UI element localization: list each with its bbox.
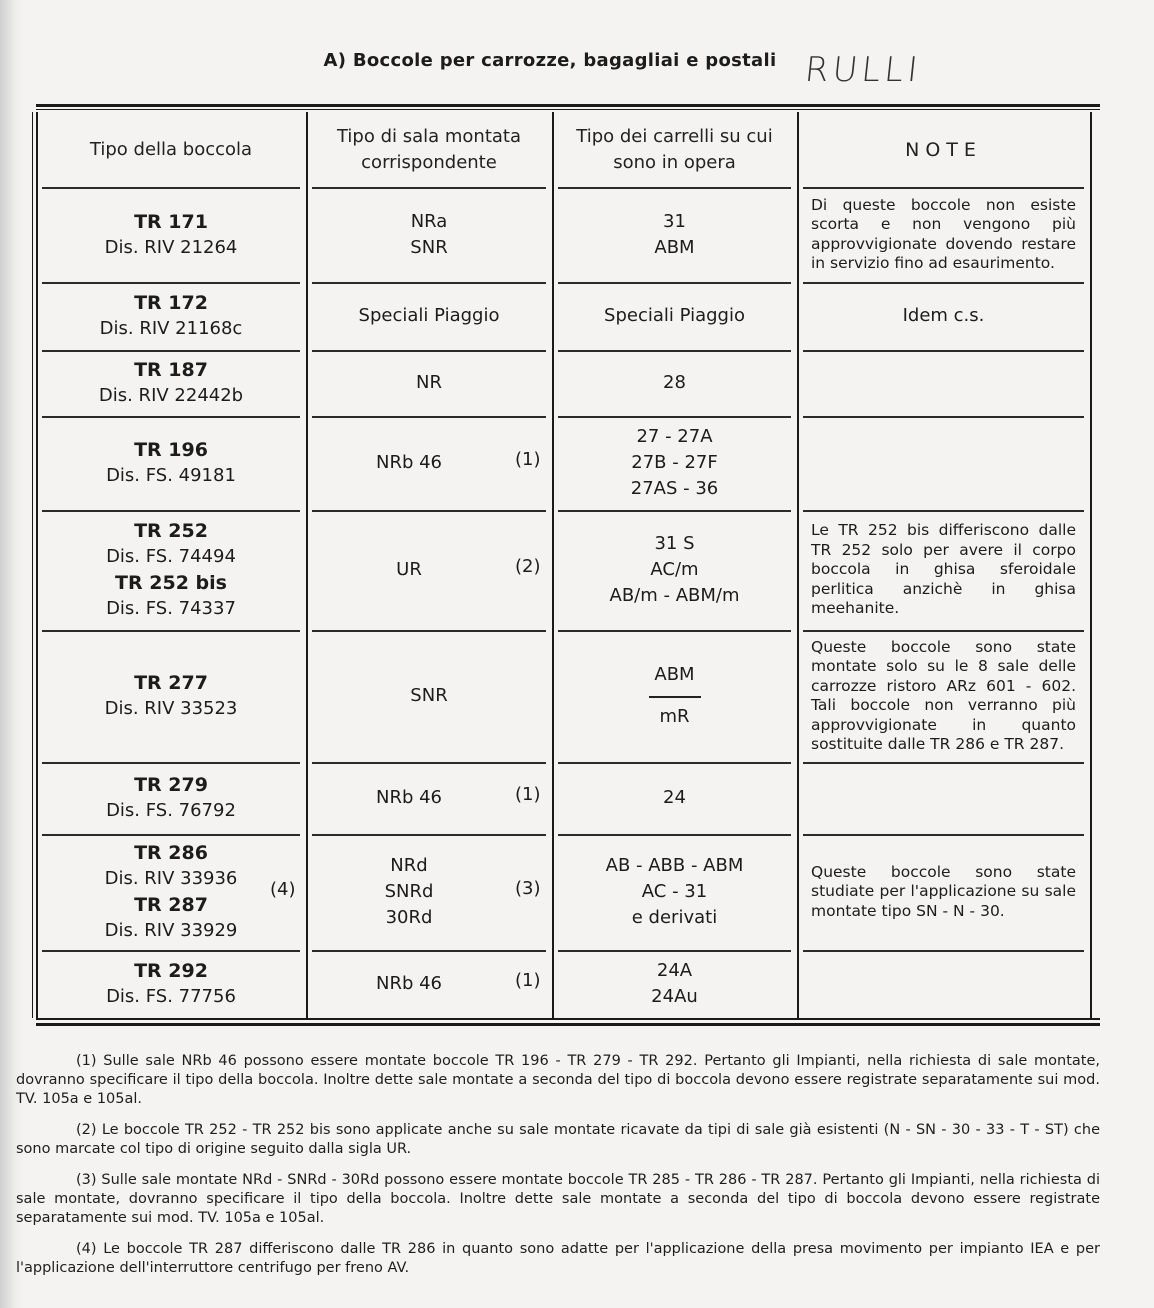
boccola-code: TR 252 bis bbox=[115, 572, 227, 594]
carrelli-cell bbox=[552, 187, 797, 282]
boccola-drawing: Dis. RIV 22442b bbox=[98, 385, 244, 406]
carrello-type: ABM bbox=[654, 236, 695, 258]
boccola-code: TR 277 bbox=[134, 672, 208, 694]
boccola-cell bbox=[36, 630, 306, 762]
carrelli-cell bbox=[552, 510, 797, 630]
column-header: Tipo dei carrelli su cui sono in opera bbox=[576, 125, 773, 173]
note-cell: Di queste boccole non esiste scorta e non vengono più approvvigionate dovendo restare in servizio fino ad esaurimento. bbox=[811, 195, 1076, 272]
boccola-cell bbox=[36, 187, 306, 282]
row-divider bbox=[803, 416, 1084, 418]
boccola-drawing: Dis. RIV 33523 bbox=[104, 698, 238, 719]
carrello-type: AB/m - ABM/m bbox=[609, 585, 740, 606]
sala-type: SNRd bbox=[384, 881, 434, 902]
carrelli-cell bbox=[552, 350, 797, 416]
boccola-cell bbox=[36, 834, 306, 950]
boccola-code: TR 172 bbox=[134, 292, 208, 314]
sala-type: NR bbox=[416, 372, 442, 393]
carrelli-cell bbox=[552, 762, 797, 834]
boccola-cell bbox=[36, 762, 306, 834]
sala-cell bbox=[286, 950, 532, 1018]
boccola-code: TR 286 bbox=[134, 842, 208, 864]
fraction-denominator: mR bbox=[659, 706, 690, 727]
footnotes bbox=[16, 1052, 1100, 1278]
boccola-code: TR 292 bbox=[134, 960, 208, 982]
boccola-code: TR 187 bbox=[134, 359, 208, 381]
column-divider-outer bbox=[32, 112, 33, 1018]
sala-cell bbox=[306, 630, 552, 762]
carrello-type: 24Au bbox=[651, 986, 698, 1007]
boccola-drawing: Dis. FS. 49181 bbox=[106, 465, 236, 486]
sala-cell bbox=[286, 416, 532, 510]
carrelli-cell bbox=[552, 950, 797, 1018]
footnote: (4) Le boccole TR 287 differiscono dalle TR 286 in quanto sono adatte per l'applicazione della presa movimento per impianto IEA e per l'applicazione dell'interruttore centrifugo per freno AV. bbox=[16, 1241, 1100, 1276]
carrello-type: 28 bbox=[663, 372, 686, 393]
column-divider bbox=[1090, 112, 1092, 1018]
carrello-type: 27 - 27A bbox=[636, 426, 713, 447]
row-divider bbox=[803, 350, 1084, 352]
footnote-ref: (1) bbox=[515, 784, 541, 805]
sala-cell bbox=[286, 762, 532, 834]
row-divider bbox=[803, 762, 1084, 764]
boccola-cell bbox=[36, 350, 306, 416]
boccola-cell bbox=[36, 416, 306, 510]
footnote: (2) Le boccole TR 252 - TR 252 bis sono applicate anche su sale montate ricavate da tipi di sale già esistenti (N - SN - 30 - 33 - T - ST) che sono marcate col tipo di origine seguito dalla sigla UR. bbox=[16, 1122, 1100, 1157]
column-divider bbox=[797, 112, 799, 1018]
row-divider bbox=[803, 950, 1084, 952]
carrelli-cell bbox=[552, 834, 797, 950]
note-cell: Idem c.s. bbox=[902, 305, 985, 326]
carrello-type: 27AS - 36 bbox=[630, 478, 719, 499]
sala-type: NRa bbox=[410, 210, 448, 232]
sala-type: SNR bbox=[410, 236, 448, 258]
sala-cell bbox=[306, 282, 552, 350]
table-bottom-rule-thick bbox=[36, 1023, 1100, 1026]
sala-type: NRb 46 bbox=[375, 973, 443, 994]
fraction-bar bbox=[649, 696, 701, 698]
page-title: A) Boccole per carrozze, bagagliai e postali bbox=[323, 50, 777, 71]
fraction-numerator: ABM bbox=[654, 664, 695, 685]
table-bottom-rule bbox=[36, 1018, 1100, 1020]
table-top-rule-thin bbox=[36, 109, 1100, 110]
note-cell: Queste boccole sono state montate solo su le 8 sale delle carrozze ristoro ARz 601 - 602. Tali boccole non verranno più approvvigionate in quanto sostituite dalle TR 286 e TR 287. bbox=[811, 637, 1076, 753]
sala-cell bbox=[286, 834, 532, 950]
sala-cell bbox=[306, 187, 552, 282]
column-header: NOTE bbox=[905, 138, 982, 161]
boccola-code: TR 171 bbox=[134, 210, 208, 233]
carrello-type: AB - ABB - ABM bbox=[605, 855, 744, 876]
footnote-ref: (1) bbox=[515, 449, 541, 470]
boccola-drawing: Dis. FS. 74494 bbox=[106, 546, 236, 567]
footnote-ref: (4) bbox=[270, 879, 296, 900]
carrelli-cell bbox=[552, 282, 797, 350]
sala-type: NRb 46 bbox=[375, 452, 443, 473]
carrello-type: AC - 31 bbox=[641, 881, 708, 902]
footnote-ref: (3) bbox=[515, 878, 541, 899]
sala-type: 30Rd bbox=[385, 907, 433, 928]
boccola-code: TR 252 bbox=[134, 520, 208, 542]
carrelli-cell bbox=[552, 416, 797, 510]
boccola-code: TR 287 bbox=[134, 894, 208, 916]
boccola-code: TR 279 bbox=[134, 774, 208, 796]
boccola-cell bbox=[36, 282, 306, 350]
sala-type: SNR bbox=[410, 685, 448, 706]
footnote-ref: (1) bbox=[515, 970, 541, 991]
footnote-ref: (2) bbox=[515, 556, 541, 577]
carrello-type: Speciali Piaggio bbox=[604, 305, 745, 326]
boccola-drawing: Dis. FS. 77756 bbox=[106, 986, 236, 1007]
sala-type: Speciali Piaggio bbox=[358, 305, 500, 326]
sala-cell bbox=[306, 350, 552, 416]
carrello-type: 31 S bbox=[654, 533, 695, 554]
column-header: Tipo della boccola bbox=[89, 138, 253, 160]
carrello-type: 27B - 27F bbox=[631, 452, 718, 473]
handwritten-note: RULLI bbox=[802, 50, 924, 90]
carrello-type: 24 bbox=[663, 787, 686, 808]
carrello-type: e derivati bbox=[631, 907, 718, 928]
footnote: (1) Sulle sale NRb 46 possono essere montate boccole TR 196 - TR 279 - TR 292. Pertanto gli Impianti, nella richiesta di sale montate, dovranno specificare il tipo della boccola. Inoltre dette sale montate a seconda del tipo di boccola devono essere registrate separatamente sui mod. TV. 105a e 105al. bbox=[16, 1053, 1100, 1107]
boccola-cell bbox=[36, 950, 306, 1018]
carrello-type: AC/m bbox=[650, 559, 699, 580]
sala-type: NRd bbox=[390, 855, 428, 876]
sala-type: NRb 46 bbox=[375, 787, 443, 808]
note-cell: Le TR 252 bis differiscono dalle TR 252 solo per avere il corpo boccola in ghisa sferoidale perlitica anzichè in ghisa meehanite. bbox=[811, 521, 1076, 618]
boccola-code: TR 196 bbox=[134, 439, 208, 461]
boccola-cell bbox=[36, 510, 306, 630]
boccola-drawing: Dis. FS. 74337 bbox=[106, 598, 236, 619]
carrello-type: 31 bbox=[663, 210, 686, 232]
carrelli-fraction bbox=[649, 662, 701, 730]
boccola-drawing: Dis. RIV 21264 bbox=[104, 236, 238, 258]
column-header: Tipo di sala montata corrispondente bbox=[336, 125, 522, 173]
footnote: (3) Sulle sale montate NRd - SNRd - 30Rd possono essere montate boccole TR 285 - TR 286 - TR 287. Pertanto gli Impianti, nella richiesta di sale montate, dovranno specificare il tipo della boccola. Inoltre dette sale montate a seconda del tipo di boccola devono essere registrate separatamente sui mod. TV. 105a e 105al. bbox=[16, 1172, 1100, 1226]
boccola-drawing: Dis. RIV 33929 bbox=[104, 920, 238, 941]
carrello-type: 24A bbox=[656, 960, 693, 981]
boccola-drawing: Dis. RIV 33936 bbox=[104, 868, 238, 889]
note-cell: Queste boccole sono state studiate per l'applicazione su sale montate tipo SN - N - 30. bbox=[811, 862, 1076, 920]
carrelli-cell bbox=[552, 630, 797, 762]
sala-cell bbox=[286, 510, 532, 630]
sala-type: UR bbox=[396, 559, 422, 580]
boccola-drawing: Dis. RIV 21168c bbox=[99, 318, 243, 339]
table-top-rule bbox=[36, 104, 1100, 107]
boccola-drawing: Dis. FS. 76792 bbox=[106, 800, 236, 821]
